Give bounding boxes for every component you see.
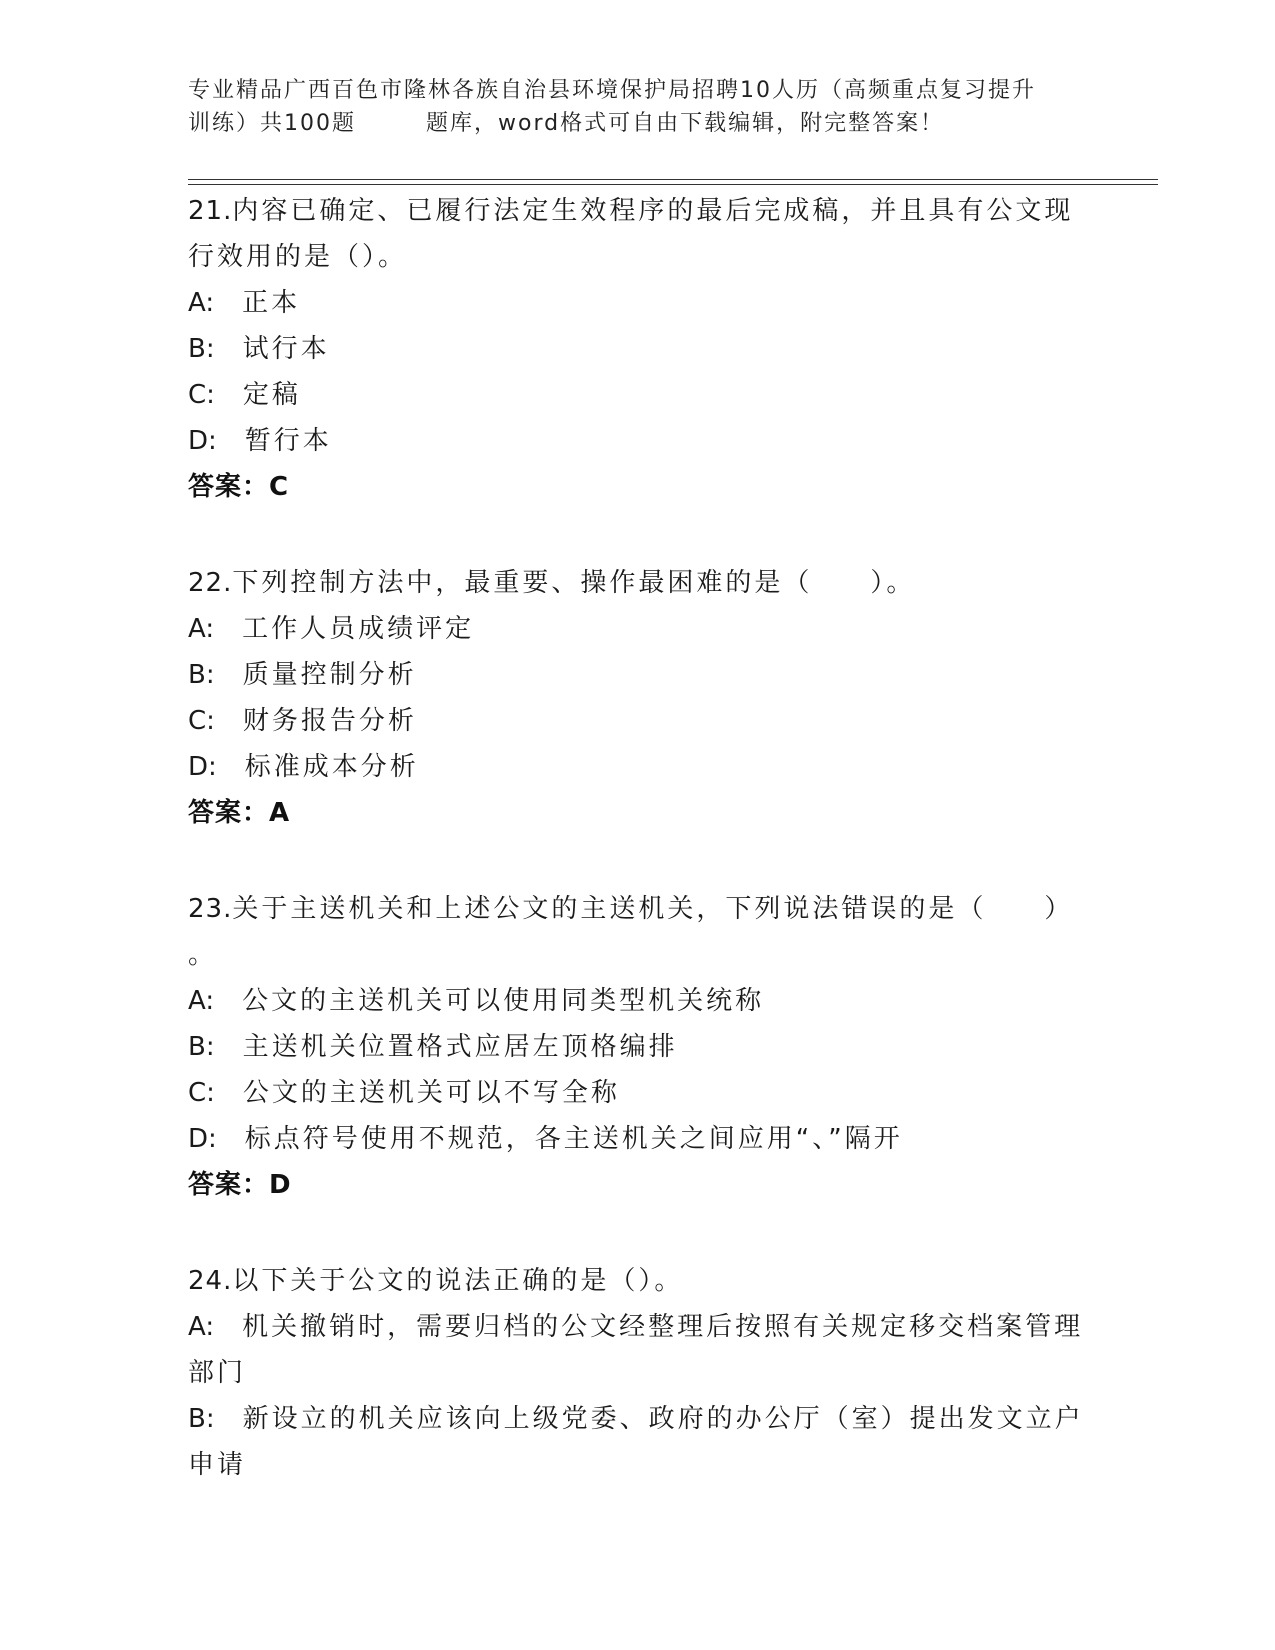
question-stem: 24.以下关于公文的说法正确的是（）。 (188, 1266, 684, 1296)
header-line-1: 专业精品广西百色市隆林各族自治县环境保护局招聘10人历（高频重点复习提升 (188, 78, 1036, 103)
question-stem-continued: 行效用的是（）。 (188, 242, 408, 272)
option-b: B: 新设立的机关应该向上级党委、政府的办公厅（室）提出发文立户 (188, 1404, 1084, 1434)
question-24 (188, 1258, 1088, 1488)
option-c: C: 公文的主送机关可以不写全称 (188, 1078, 620, 1108)
option-b: B: 质量控制分析 (188, 660, 417, 690)
option-c: C: 定稿 (188, 380, 301, 410)
question-list (188, 188, 1088, 1538)
option-d: D: 标点符号使用不规范，各主送机关之间应用“、”隔开 (188, 1124, 903, 1154)
option-c: C: 财务报告分析 (188, 706, 417, 736)
question-number: 23. (188, 894, 233, 924)
header-divider-top (188, 179, 1158, 180)
option-a: A: 正本 (188, 288, 301, 318)
question-number: 21. (188, 196, 233, 226)
answer-label: 答案： (188, 472, 270, 502)
document-header (188, 74, 1088, 140)
question-number: 22. (188, 568, 233, 598)
question-stem: 23.关于主送机关和上述公文的主送机关，下列说法错误的是（ ） (188, 894, 1074, 924)
header-divider-bottom (188, 184, 1158, 185)
option-a-continued: 部门 (188, 1358, 247, 1388)
option-d: D: 标准成本分析 (188, 752, 419, 782)
answer-value: A (269, 798, 291, 828)
option-d: D: 暂行本 (188, 426, 332, 456)
header-line-2-part-a: 训练）共100题 (188, 111, 356, 136)
header-line-2 (188, 107, 1088, 140)
question-23 (188, 886, 1088, 1208)
answer-label: 答案： (188, 798, 270, 828)
answer-value: C (269, 472, 290, 502)
answer-line (188, 464, 1088, 510)
option-a: A: 公文的主送机关可以使用同类型机关统称 (188, 986, 765, 1016)
question-stem: 21.内容已确定、已履行法定生效程序的最后完成稿，并且具有公文现 (188, 196, 1074, 226)
question-stem-continued: 。 (188, 940, 218, 970)
question-21 (188, 188, 1088, 510)
option-b: B: 主送机关位置格式应居左顶格编排 (188, 1032, 678, 1062)
header-line-2-part-b: 题库，word格式可自由下载编辑，附完整答案！ (426, 111, 945, 136)
question-number: 24. (188, 1266, 233, 1296)
answer-value: D (269, 1170, 292, 1200)
answer-label: 答案： (188, 1170, 270, 1200)
question-22 (188, 560, 1088, 836)
option-a: A: 机关撤销时，需要归档的公文经整理后按照有关规定移交档案管理 (188, 1312, 1084, 1342)
option-b: B: 试行本 (188, 334, 330, 364)
option-b-continued: 申请 (188, 1450, 247, 1480)
answer-line (188, 1162, 1088, 1208)
option-a: A: 工作人员成绩评定 (188, 614, 475, 644)
question-stem: 22.下列控制方法中，最重要、操作最困难的是（ ）。 (188, 568, 916, 598)
answer-line (188, 790, 1088, 836)
